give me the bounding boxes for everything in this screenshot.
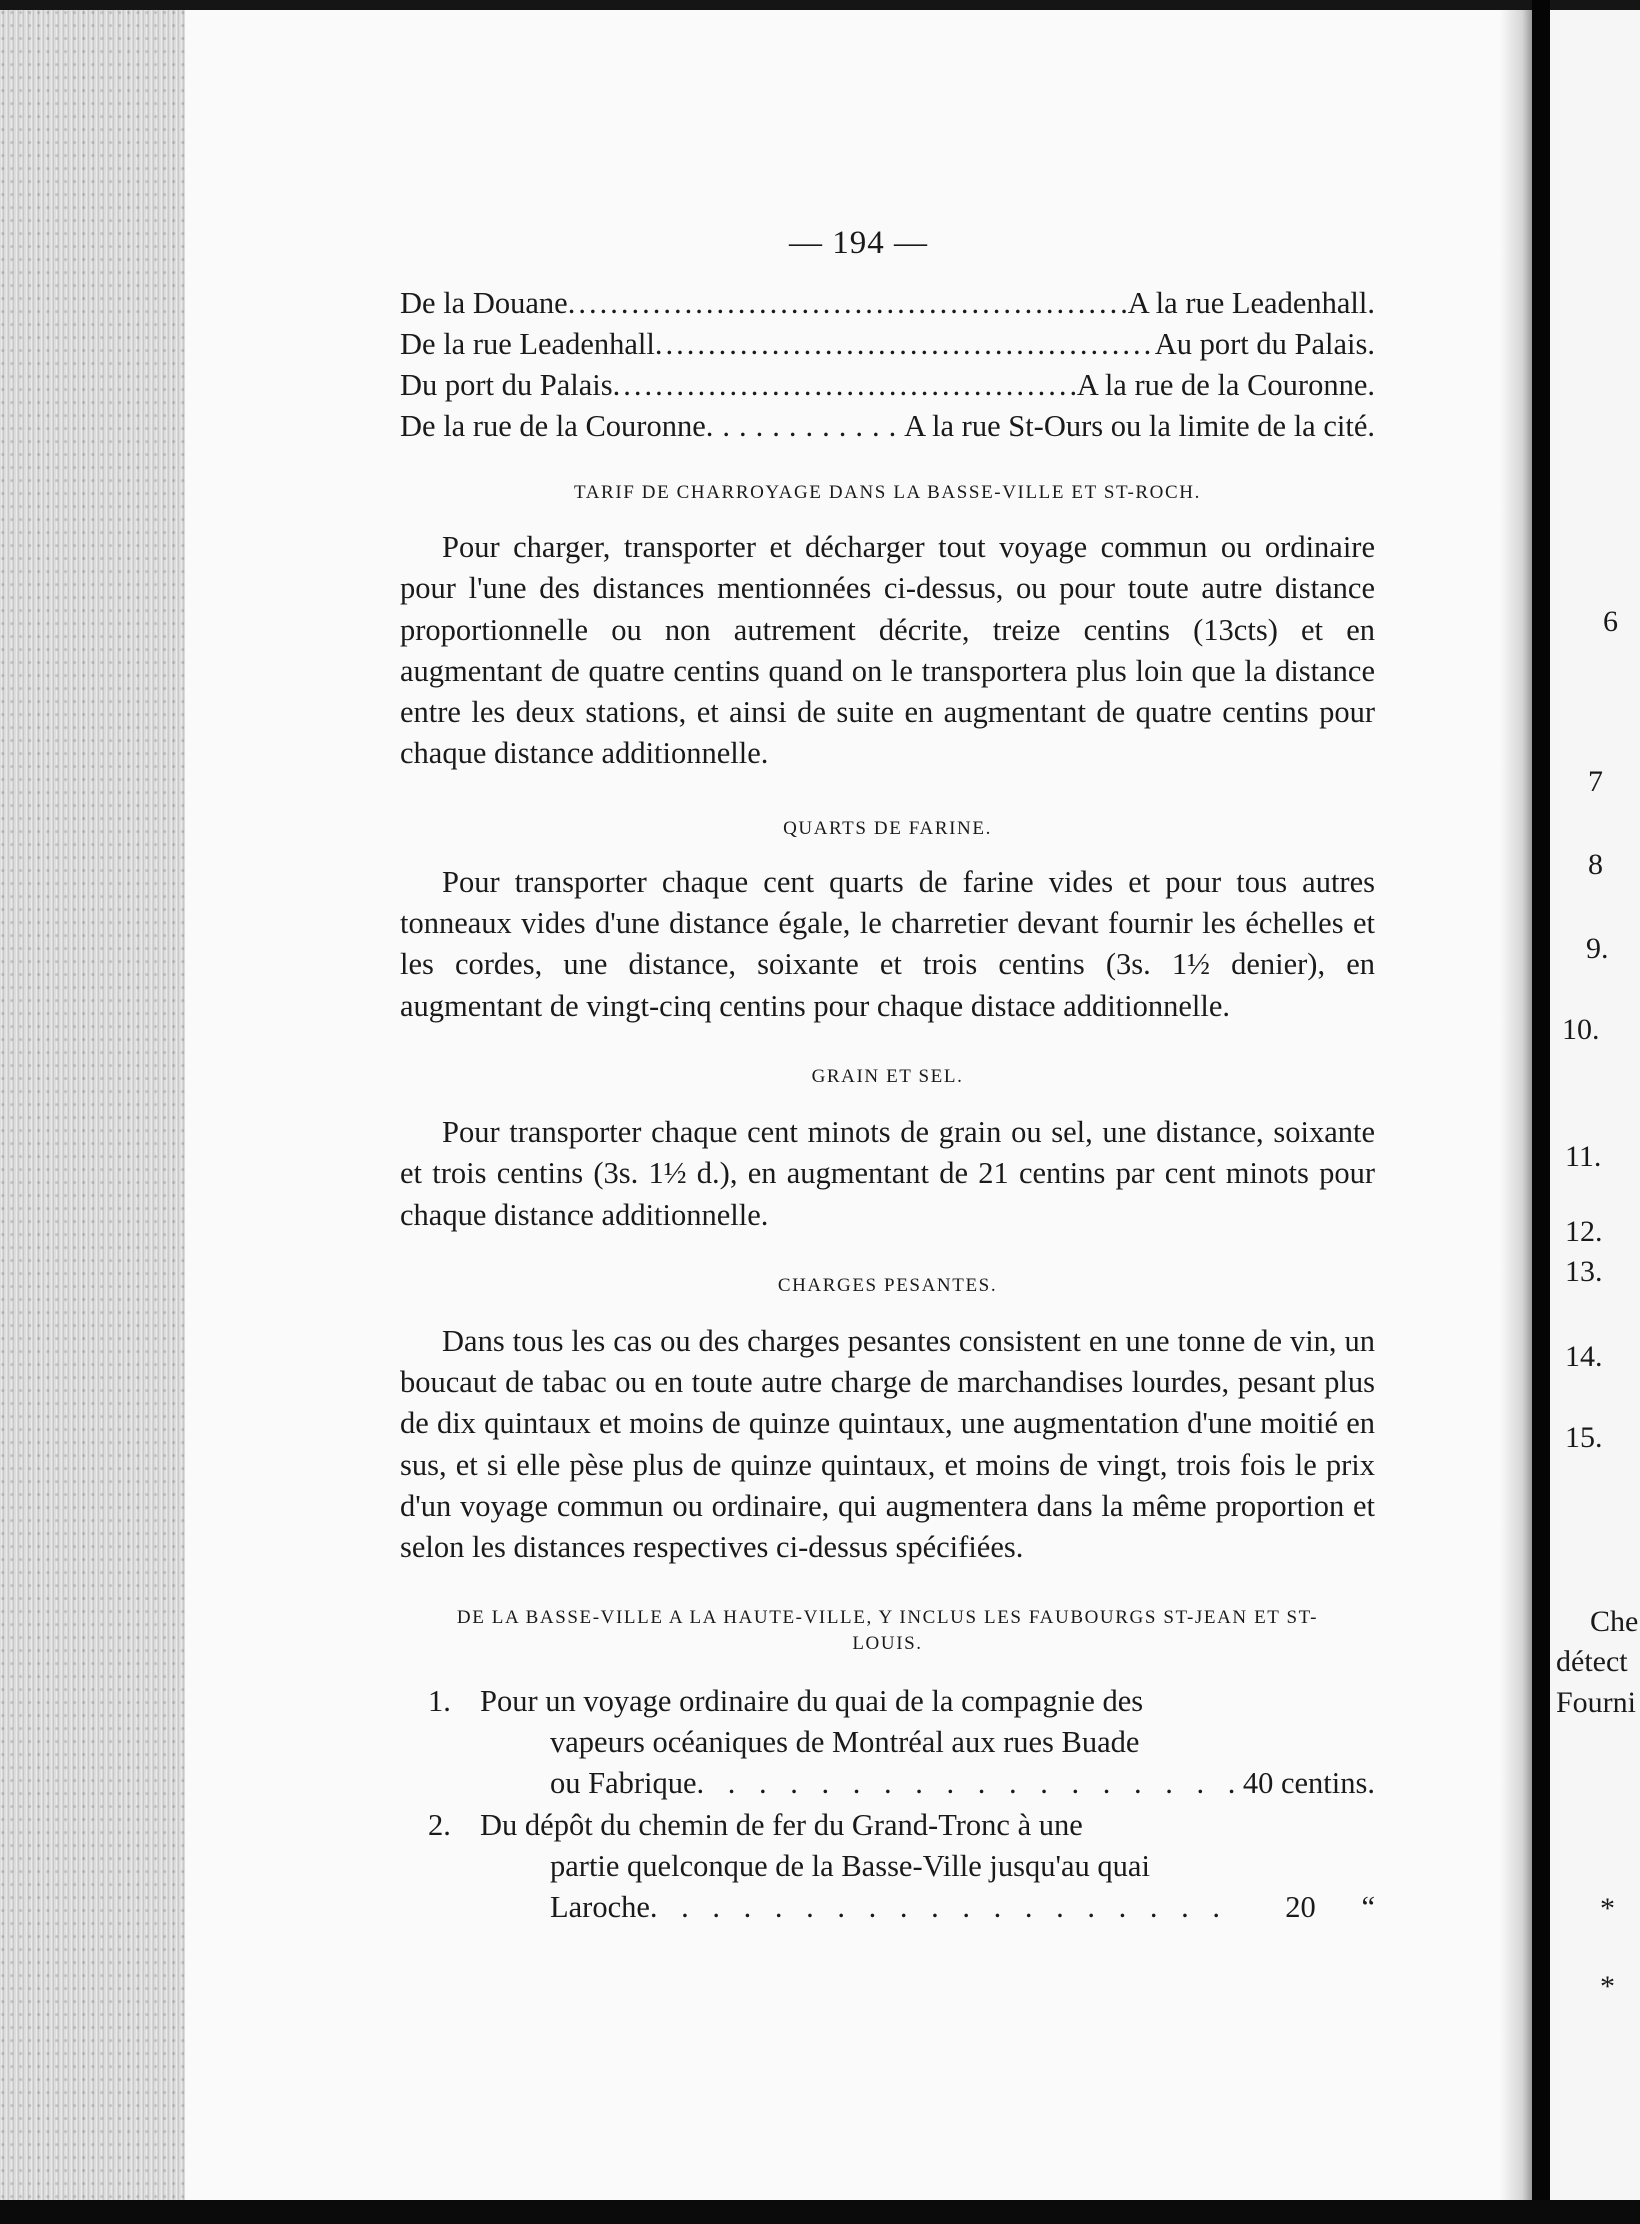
route-row xyxy=(400,406,1375,447)
route-from: Du port du Palais xyxy=(400,368,613,402)
tariff-item xyxy=(400,1681,1375,1805)
route-row xyxy=(400,365,1375,406)
section-heading: QUARTS DE FARINE. xyxy=(783,817,992,839)
route-to: A la rue de la Couronne. xyxy=(1076,368,1375,402)
route-from: De la rue de la Couronne xyxy=(400,409,706,443)
route-to: Au port du Palais. xyxy=(1154,327,1375,361)
book-spine xyxy=(1532,0,1550,2224)
item-price: 20 “ xyxy=(1285,1890,1375,1925)
facing-page-text: 12. xyxy=(1565,1215,1603,1248)
facing-page-text: 15. xyxy=(1565,1421,1603,1454)
item-line: partie quelconque de la Basse-Ville jusqu'au quai xyxy=(550,1848,1150,1883)
facing-page-text: * xyxy=(1600,1970,1615,2003)
section-heading: DE LA BASSE-VILLE A LA HAUTE-VILLE, Y INCLUS LES FAUBOURGS ST-JEAN ET ST-LOUIS. xyxy=(456,1606,1319,1654)
facing-page-text: 9. xyxy=(1586,932,1609,965)
section-heading: TARIF DE CHARROYAGE DANS LA BASSE-VILLE ET ST-ROCH. xyxy=(574,482,1201,503)
route-row xyxy=(400,324,1375,365)
route-to: A la rue Leadenhall. xyxy=(1127,286,1375,320)
item-line: vapeurs océaniques de Montréal aux rues Buade xyxy=(550,1724,1140,1759)
page-content xyxy=(400,283,1375,1928)
section-paragraph: Pour transporter chaque cent quarts de farine vides et pour tous autres tonneaux vides d'une distance égale, le charretier devant fournir les échelles et les cordes, une distance, soixante et trois centins (3s. 1½ denier), en augmentant de vingt-cinq centins pour chaque distace additionnelle. xyxy=(400,864,1375,1023)
facing-page-text: détect xyxy=(1556,1645,1628,1678)
facing-page-fragment xyxy=(1550,10,1640,2200)
facing-page-text: 14. xyxy=(1565,1340,1603,1373)
leader-dots xyxy=(697,1763,1235,1804)
facing-page-text: 13. xyxy=(1565,1255,1603,1288)
section-paragraph: Pour charger, transporter et décharger tout voyage commun ou ordinaire pour l'une des distances mentionnées ci-dessus, ou pour toute autre distance proportionnelle ou non autrement décrite, treize centins (13cts) et en augmentant de quatre centins quand on le transportera plus loin que la distance entre les deux stations, et ainsi de suite en augmentant de quatre centins pour chaque distance additionnelle. xyxy=(400,530,1375,771)
facing-page-text: 8 xyxy=(1588,848,1603,881)
leader-dots xyxy=(613,365,1077,406)
leader-dots xyxy=(650,1887,1235,1928)
book-gutter xyxy=(1500,10,1532,2200)
item-price: 40 centins. xyxy=(1242,1766,1375,1801)
section-heading: CHARGES PESANTES. xyxy=(777,1274,998,1296)
book-page-edges xyxy=(0,10,185,2200)
leader-dots xyxy=(655,324,1155,365)
route-from: De la Douane xyxy=(400,286,568,320)
leader-dots xyxy=(568,283,1128,324)
item-body xyxy=(480,1805,1235,1929)
facing-page-text: 6 xyxy=(1603,605,1618,638)
tariff-item xyxy=(400,1805,1375,1929)
item-line: Laroche xyxy=(550,1890,650,1925)
bottom-edge xyxy=(0,2200,1640,2224)
route-list xyxy=(400,283,1375,447)
page-number: — 194 — xyxy=(789,225,928,261)
route-to: A la rue St-Ours ou la limite de la cité. xyxy=(904,409,1375,443)
section-paragraph: Pour transporter chaque cent minots de grain ou sel, une distance, soixante et trois centins (3s. 1½ d.), en augmentant de 21 centins par cent minots pour chaque distance additionnelle. xyxy=(400,1114,1375,1232)
item-number: 1. xyxy=(428,1683,451,1718)
item-last-line xyxy=(480,1763,1235,1804)
route-row xyxy=(400,283,1375,324)
section-heading: GRAIN ET SEL. xyxy=(811,1065,964,1087)
facing-page-text: 10. xyxy=(1562,1013,1600,1046)
item-line: ou Fabrique xyxy=(550,1766,697,1801)
facing-page-text: Fourni xyxy=(1556,1686,1637,1719)
item-line: Pour un voyage ordinaire du quai de la compagnie des xyxy=(480,1683,1144,1718)
facing-page-text: * xyxy=(1600,1892,1615,1925)
item-last-line xyxy=(480,1887,1235,1928)
leader-dots xyxy=(706,406,904,447)
item-line: Du dépôt du chemin de fer du Grand-Tronc à une xyxy=(480,1807,1083,1842)
facing-page-text: 11. xyxy=(1565,1140,1602,1173)
facing-page-text: 7 xyxy=(1588,765,1603,798)
item-number: 2. xyxy=(428,1807,451,1842)
route-from: De la rue Leadenhall xyxy=(400,327,655,361)
item-body xyxy=(480,1681,1235,1805)
facing-page-text: Che xyxy=(1590,1605,1639,1638)
section-paragraph: Dans tous les cas ou des charges pesantes consistent en une tonne de vin, un boucaut de tabac ou en toute autre charge de marchandises lourdes, pesant plus de dix quintaux et moins de quinze quintaux, une augmentation d'une moitié en sus, et si elle pèse plus de quinze quintaux, et moins de vingt, trois fois le prix d'un voyage commun ou ordinaire, qui augmentera dans la même proportion et selon les distances respectives ci-dessus spécifiées. xyxy=(400,1323,1375,1565)
